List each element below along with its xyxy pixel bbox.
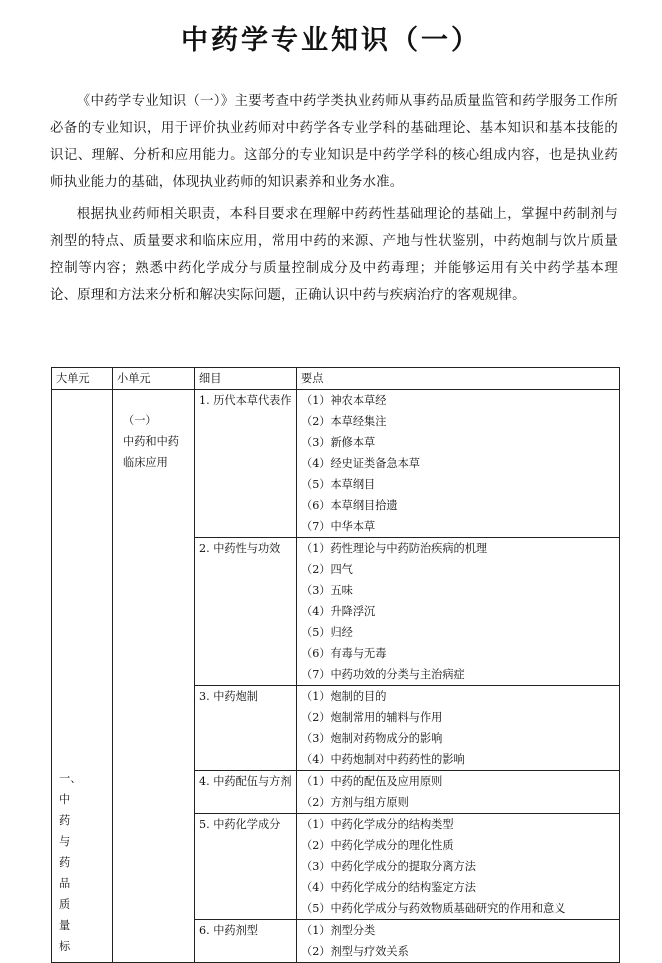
points-cell [297,538,620,686]
point-item: （7）中药功效的分类与主治病症 [301,668,465,681]
point-item: （4）经史证类备急本草 [301,457,420,470]
header-detail: 细目 [195,368,297,390]
points-cell [297,771,620,814]
header-points: 要点 [297,368,620,390]
point-item: （2）剂型与疗效关系 [301,945,409,958]
points-cell [297,390,620,538]
big-unit-label: 一、 中 药 与 药 品 质 量 标 [59,772,82,953]
point-item: （1）神农本草经 [301,394,387,407]
header-big-unit: 大单元 [52,368,113,390]
syllabus-table [51,367,620,963]
point-item: （2）方剂与组方原则 [301,796,409,809]
points-cell [297,814,620,920]
page-title: 中药学专业知识（一） [181,25,481,56]
table-header-row [52,368,620,390]
point-item: （2）中药化学成分的理化性质 [301,839,454,852]
point-item: （7）中华本草 [301,520,376,533]
point-item: （1）炮制的目的 [301,690,387,703]
intro-section [50,88,618,314]
point-item: （4）中药炮制对中药药性的影响 [301,753,465,766]
point-item: （1）中药的配伍及应用原则 [301,775,443,788]
detail-cell: 4. 中药配伍与方剂 [195,771,297,814]
point-item: （5）本草纲目 [301,478,376,491]
points-cell [297,686,620,771]
small-unit-label: （一） 中药和中药 临床应用 [123,414,179,469]
point-item: （6）本草纲目拾遗 [301,499,398,512]
small-unit-cell [113,390,195,963]
intro-paragraph: 根据执业药师相关职责，本科目要求在理解中药药性基础理论的基础上，掌握中药制剂与剂型的特点、质量要求和临床应用，常用中药的来源、产地与性状鉴别，中药炮制与饮片质量控制等内容；熟悉中药化学成分与质量控制成分及中药毒理；并能够运用有关中药学基本理论、原理和方法来分析和解决实际问题，正确认识中药与疾病治疗的客观规律。 [50,207,618,303]
detail-cell: 6. 中药剂型 [195,920,297,963]
detail-cell: 5. 中药化学成分 [195,814,297,920]
header-small-unit: 小单元 [113,368,195,390]
point-item: （3）中药化学成分的提取分离方法 [301,860,476,873]
point-item: （4）中药化学成分的结构鉴定方法 [301,881,476,894]
point-item: （4）升降浮沉 [301,605,376,618]
point-item: （3）五味 [301,584,353,597]
table-row [52,390,620,538]
detail-cell: 1. 历代本草代表作 [195,390,297,538]
point-item: （2）炮制常用的辅料与作用 [301,711,443,724]
points-cell [297,920,620,963]
point-item: （1）中药化学成分的结构类型 [301,818,454,831]
point-item: （1）药性理论与中药防治疾病的机理 [301,542,488,555]
intro-paragraph: 《中药学专业知识（一）》主要考查中药学类执业药师从事药品质量监管和药学服务工作所必备的专业知识，用于评价执业药师对中药学各专业学科的基础理论、基本知识和基本技能的识记、理解、分析和应用能力。这部分的专业知识是中药学学科的核心组成内容，也是执业药师执业能力的基础，体现执业药师的知识素养和业务水准。 [50,94,618,190]
point-item: （5）中药化学成分与药效物质基础研究的作用和意义 [301,902,566,915]
point-item: （1）剂型分类 [301,924,376,937]
point-item: （2）四气 [301,563,353,576]
point-item: （2）本草经集注 [301,415,387,428]
detail-cell: 3. 中药炮制 [195,686,297,771]
point-item: （3）炮制对药物成分的影响 [301,732,443,745]
point-item: （3）新修本草 [301,436,376,449]
big-unit-cell [52,390,113,963]
point-item: （6）有毒与无毒 [301,647,387,660]
detail-cell: 2. 中药性与功效 [195,538,297,686]
point-item: （5）归经 [301,626,353,639]
